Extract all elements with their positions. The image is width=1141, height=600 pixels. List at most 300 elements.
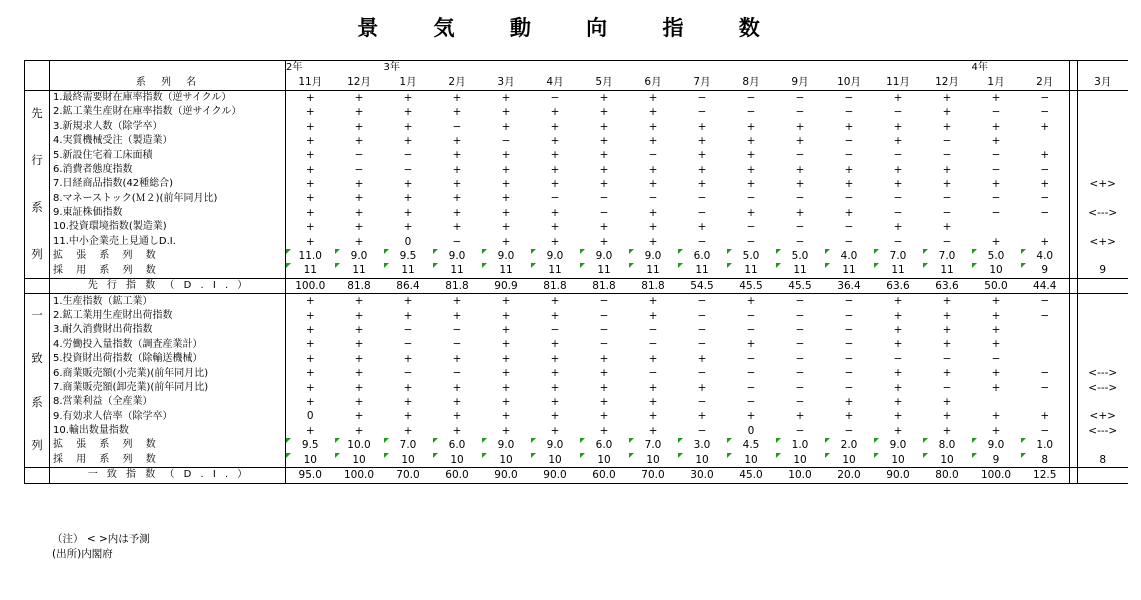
forecast-value (1078, 309, 1128, 323)
series-value: + (972, 294, 1021, 309)
series-value: + (501, 149, 511, 162)
di-total-value: 95.0 (286, 468, 335, 483)
series-value: + (893, 410, 903, 423)
series-name: 11.中小企業売上見通しD.I. (50, 235, 286, 249)
series-value: + (942, 367, 952, 380)
series-value: + (286, 105, 335, 119)
series-value: + (1040, 178, 1050, 191)
series-value: + (550, 134, 560, 147)
series-value: + (599, 410, 609, 423)
series-value: + (550, 120, 560, 133)
series-value: + (942, 396, 952, 409)
series-name: 3.耐久消費財出荷指数 (50, 323, 286, 337)
series-value: + (501, 235, 511, 248)
series-value: − (746, 324, 756, 337)
year-gap (923, 61, 972, 76)
expansion-value: 9.0 (531, 249, 580, 263)
expansion-value: 7.0 (629, 438, 678, 452)
expansion-value: 9.0 (874, 438, 923, 452)
expansion-value: 7.0 (923, 249, 972, 263)
forecast-value (1078, 220, 1128, 234)
series-value: − (844, 309, 854, 322)
series-value: + (335, 90, 384, 105)
series-value: − (403, 324, 413, 337)
series-name: 6.消費者態度指数 (50, 163, 286, 177)
series-value: + (531, 294, 580, 309)
series-value: − (746, 235, 756, 248)
adopted-value: 11 (580, 263, 629, 278)
series-value: + (599, 149, 609, 162)
adopted-value: 11 (531, 263, 580, 278)
adopted-value: 11 (335, 263, 384, 278)
series-value: − (893, 192, 903, 205)
series-value: + (991, 381, 1001, 394)
expansion-value: 3.0 (678, 438, 727, 452)
di-total-value: 12.5 (1021, 468, 1070, 483)
series-value (1021, 395, 1070, 409)
month-header: 8月 (742, 76, 760, 89)
series-value: − (991, 106, 1001, 119)
month-header: 9月 (791, 76, 809, 89)
forecast-value (1078, 278, 1128, 293)
series-value: − (795, 396, 805, 409)
series-value: + (354, 410, 364, 423)
series-value: + (697, 149, 707, 162)
series-value: − (795, 381, 805, 394)
series-value: + (403, 106, 413, 119)
expansion-value: 9.0 (482, 438, 531, 452)
series-value: − (1040, 163, 1050, 176)
series-value (1021, 134, 1070, 148)
margin-gap (1070, 409, 1078, 423)
series-value: − (795, 221, 805, 234)
series-value: + (452, 352, 462, 365)
margin-gap (1070, 134, 1078, 148)
forecast-value (1078, 249, 1128, 263)
di-total-value: 80.0 (923, 468, 972, 483)
series-value: − (795, 424, 805, 437)
year-gap (1021, 61, 1070, 76)
margin-gap (1070, 192, 1078, 206)
series-value: + (286, 206, 335, 220)
series-value: + (354, 396, 364, 409)
series-value: + (550, 206, 560, 219)
expansion-value: 7.0 (384, 438, 433, 452)
margin-gap (1070, 177, 1078, 191)
series-value: + (354, 134, 364, 147)
series-value: − (746, 192, 756, 205)
series-value: + (354, 424, 364, 437)
series-value: − (795, 309, 805, 322)
series-value: − (697, 324, 707, 337)
series-value: + (942, 178, 952, 191)
di-total-value: 10.0 (776, 468, 825, 483)
series-value: − (795, 367, 805, 380)
series-value: − (403, 367, 413, 380)
series-value: + (335, 294, 384, 309)
series-value: + (844, 178, 854, 191)
series-value: + (286, 177, 335, 191)
di-total-value: 70.0 (629, 468, 678, 483)
series-value: 0 (286, 409, 335, 423)
total-side-blank (25, 468, 50, 483)
series-value: + (942, 410, 952, 423)
forecast-value: <---> (1088, 206, 1118, 219)
series-value: + (501, 309, 511, 322)
series-value: + (746, 338, 756, 351)
adopted-value: 11 (727, 263, 776, 278)
series-value: + (286, 352, 335, 366)
series-value: − (844, 235, 854, 248)
expansion-value: 9.0 (531, 438, 580, 452)
series-value: − (795, 352, 805, 365)
forecast-value (1078, 468, 1128, 483)
series-value: + (286, 90, 335, 105)
series-value: − (1040, 206, 1050, 219)
series-value: − (746, 396, 756, 409)
series-value: − (844, 367, 854, 380)
series-value: + (795, 206, 805, 219)
year-gap (580, 61, 629, 76)
expansion-label: 拡 張 系 列 数 (50, 249, 286, 263)
header-series-blank (50, 61, 286, 76)
month-header: 10月 (837, 76, 861, 89)
series-value: + (942, 120, 952, 133)
year-gap (825, 61, 874, 76)
year-label: 2年 (286, 61, 335, 76)
series-value: + (844, 396, 854, 409)
series-value: − (991, 149, 1001, 162)
year-gap (776, 61, 825, 76)
series-value: + (501, 324, 511, 337)
series-value: 0 (404, 235, 412, 248)
year-label: 4年 (972, 61, 1021, 76)
di-total-value: 60.0 (580, 468, 629, 483)
series-value: − (746, 309, 756, 322)
series-value: + (286, 395, 335, 409)
series-value: + (795, 178, 805, 191)
series-value: + (893, 324, 903, 337)
series-value: + (550, 149, 560, 162)
month-header: 4月 (546, 76, 564, 89)
series-value: + (1040, 120, 1050, 133)
margin-gap (1070, 438, 1078, 452)
series-value: + (501, 381, 511, 394)
adopted-value: 11 (384, 263, 433, 278)
adopted-value: 10 (580, 453, 629, 468)
series-value: + (923, 294, 972, 309)
series-value: + (697, 221, 707, 234)
series-value: + (648, 206, 658, 219)
series-value: − (648, 192, 658, 205)
margin-gap (1070, 61, 1078, 76)
series-value: + (599, 396, 609, 409)
expansion-value: 4.5 (727, 438, 776, 452)
series-value: + (648, 381, 658, 394)
month-header: 12月 (935, 76, 959, 89)
adopted-value: 10 (874, 453, 923, 468)
series-value: + (501, 206, 511, 219)
leading-side-char: 行 (31, 153, 43, 168)
series-value: − (452, 338, 462, 351)
series-value: − (403, 338, 413, 351)
coincident-side-char: 列 (31, 437, 43, 452)
series-value: − (942, 134, 952, 147)
series-value: − (746, 352, 756, 365)
series-value: − (1040, 192, 1050, 205)
series-value: + (384, 90, 433, 105)
series-value: + (844, 120, 854, 133)
adopted-value: 10 (923, 453, 972, 468)
series-name: 6.商業販売額(小売業)(前年同月比) (50, 366, 286, 380)
year-gap (629, 61, 678, 76)
series-value: − (825, 90, 874, 105)
series-value: − (648, 367, 658, 380)
margin-gap (1070, 220, 1078, 234)
expansion-value: 5.0 (727, 249, 776, 263)
series-value: + (452, 178, 462, 191)
margin-gap (1070, 309, 1078, 323)
series-value: + (1040, 235, 1050, 248)
series-name: 5.投資財出荷指数（除輸送機械） (50, 352, 286, 366)
expansion-value: 9.0 (629, 249, 678, 263)
series-value: + (599, 352, 609, 365)
series-value: + (746, 206, 756, 219)
expansion-value: 9.5 (286, 438, 335, 452)
series-value: + (599, 367, 609, 380)
series-value: + (629, 294, 678, 309)
month-header: 3月 (497, 76, 515, 89)
series-value: + (403, 221, 413, 234)
series-value: − (893, 352, 903, 365)
forecast-value (1078, 120, 1128, 134)
di-total-value: 81.8 (580, 278, 629, 293)
series-value: + (501, 396, 511, 409)
series-value: − (844, 338, 854, 351)
series-value: − (599, 192, 609, 205)
series-value: + (482, 294, 531, 309)
series-value: − (844, 352, 854, 365)
series-name-header: 系 列 名 (50, 75, 286, 90)
di-total-value: 50.0 (972, 278, 1021, 293)
adopted-forecast: 8 (1099, 453, 1107, 466)
series-value: + (942, 338, 952, 351)
series-value: + (599, 381, 609, 394)
series-name: 5.新設住宅着工床面積 (50, 148, 286, 162)
series-value: + (746, 149, 756, 162)
series-value: + (286, 294, 335, 309)
header-blank (25, 61, 50, 91)
series-value: − (825, 294, 874, 309)
series-value: + (599, 424, 609, 437)
di-total-value: 45.0 (727, 468, 776, 483)
month-header: 6月 (644, 76, 662, 89)
series-value: + (403, 206, 413, 219)
di-total-label: 先 行 指 数 （ D . I . ） (50, 278, 286, 293)
di-total-value: 90.0 (482, 468, 531, 483)
series-value: + (550, 424, 560, 437)
series-name: 8.営業利益（全産業） (50, 395, 286, 409)
series-value: + (580, 90, 629, 105)
expansion-value: 5.0 (972, 249, 1021, 263)
series-name: 9.有効求人倍率（除学卒） (50, 409, 286, 423)
series-value: + (874, 294, 923, 309)
series-value: − (991, 163, 1001, 176)
series-value: + (384, 294, 433, 309)
series-value: − (893, 106, 903, 119)
series-value: − (550, 192, 560, 205)
series-value: + (403, 410, 413, 423)
series-value: + (550, 221, 560, 234)
coincident-side-char: 致 (31, 351, 43, 366)
month-header-last: 3月 (1094, 76, 1112, 89)
notes (52, 532, 150, 562)
adopted-label: 採 用 系 列 数 (50, 453, 286, 468)
expansion-value: 9.0 (580, 249, 629, 263)
series-value: + (452, 309, 462, 322)
series-value: + (795, 410, 805, 423)
forecast-value (1078, 192, 1128, 206)
series-value: + (550, 352, 560, 365)
series-name: 2.鉱工業用生産財出荷指数 (50, 309, 286, 323)
forecast-value: <---> (1088, 367, 1118, 380)
series-value: − (844, 149, 854, 162)
series-value: − (1040, 106, 1050, 119)
series-value: + (795, 120, 805, 133)
expansion-value: 4.0 (1021, 249, 1070, 263)
series-value: + (286, 220, 335, 234)
series-value: + (403, 192, 413, 205)
series-value: + (697, 120, 707, 133)
series-name: 4.労働投入量指数（調査産業計） (50, 338, 286, 352)
series-value: + (599, 221, 609, 234)
series-value: + (697, 163, 707, 176)
series-name: 9.東証株価指数 (50, 206, 286, 220)
margin-gap (1070, 235, 1078, 249)
series-name: 8.マネーストック(Ｍ２)(前年同月比) (50, 192, 286, 206)
series-value: − (452, 235, 462, 248)
series-value: + (697, 178, 707, 191)
adopted-label: 採 用 系 列 数 (50, 263, 286, 278)
series-value: + (599, 235, 609, 248)
series-value: + (599, 178, 609, 191)
series-value (972, 220, 1021, 234)
series-value: − (452, 324, 462, 337)
series-value: + (648, 235, 658, 248)
series-value: + (501, 410, 511, 423)
series-value: + (991, 120, 1001, 133)
series-value: + (795, 134, 805, 147)
series-value: + (501, 192, 511, 205)
series-value: + (550, 396, 560, 409)
series-value: − (942, 192, 952, 205)
adopted-forecast: 9 (1099, 264, 1107, 277)
series-value: + (286, 381, 335, 395)
series-value: + (893, 163, 903, 176)
di-total-value: 90.0 (531, 468, 580, 483)
series-value: − (942, 352, 952, 365)
series-value: + (354, 235, 364, 248)
series-value: + (991, 338, 1001, 351)
series-value: − (795, 149, 805, 162)
series-value: + (286, 235, 335, 249)
series-value: − (893, 206, 903, 219)
adopted-value: 9 (972, 453, 1021, 468)
di-total-value: 44.4 (1021, 278, 1070, 293)
series-value: − (991, 352, 1001, 365)
month-header: 2月 (448, 76, 466, 89)
series-value: + (942, 309, 952, 322)
di-total-value: 63.6 (874, 278, 923, 293)
adopted-value: 10 (384, 453, 433, 468)
year-gap (727, 61, 776, 76)
series-value: + (354, 221, 364, 234)
series-value: 0 (747, 424, 755, 437)
series-value: + (991, 178, 1001, 191)
series-value: − (697, 106, 707, 119)
expansion-value: 9.0 (433, 249, 482, 263)
series-value: + (452, 221, 462, 234)
series-value: − (697, 396, 707, 409)
expansion-value: 1.0 (776, 438, 825, 452)
adopted-value: 10 (531, 453, 580, 468)
series-value: + (403, 381, 413, 394)
series-value: + (893, 338, 903, 351)
expansion-value: 5.0 (776, 249, 825, 263)
expansion-value: 6.0 (678, 249, 727, 263)
margin-gap (1070, 381, 1078, 395)
series-value: + (452, 206, 462, 219)
series-value: + (354, 178, 364, 191)
series-value: + (599, 120, 609, 133)
year-gap (482, 61, 531, 76)
series-value: + (286, 424, 335, 438)
series-value: − (942, 206, 952, 219)
adopted-value: 11 (678, 263, 727, 278)
series-value: + (550, 106, 560, 119)
margin-gap (1070, 323, 1078, 337)
series-value: − (942, 381, 952, 394)
series-value: + (599, 134, 609, 147)
series-value: + (991, 367, 1001, 380)
di-total-value: 90.9 (482, 278, 531, 293)
series-value: + (452, 192, 462, 205)
series-value: + (354, 352, 364, 365)
series-value: − (531, 90, 580, 105)
adopted-value: 10 (286, 453, 335, 468)
year-gap (678, 61, 727, 76)
series-value: + (550, 338, 560, 351)
series-value: + (893, 221, 903, 234)
margin-gap (1070, 163, 1078, 177)
adopted-value: 11 (286, 263, 335, 278)
di-total-value: 81.8 (531, 278, 580, 293)
series-value: − (678, 294, 727, 309)
series-value: + (697, 134, 707, 147)
series-value: − (648, 338, 658, 351)
margin-gap (1070, 278, 1078, 293)
forecast-value (1078, 352, 1128, 366)
note-forecast: （注） < >内は予測 (52, 533, 150, 545)
di-total-value: 45.5 (727, 278, 776, 293)
series-value: − (727, 90, 776, 105)
month-header: 12月 (347, 76, 371, 89)
di-total-value: 100.0 (972, 468, 1021, 483)
series-value: + (923, 90, 972, 105)
series-value: − (550, 324, 560, 337)
month-header: 11月 (886, 76, 910, 89)
series-value: + (452, 149, 462, 162)
